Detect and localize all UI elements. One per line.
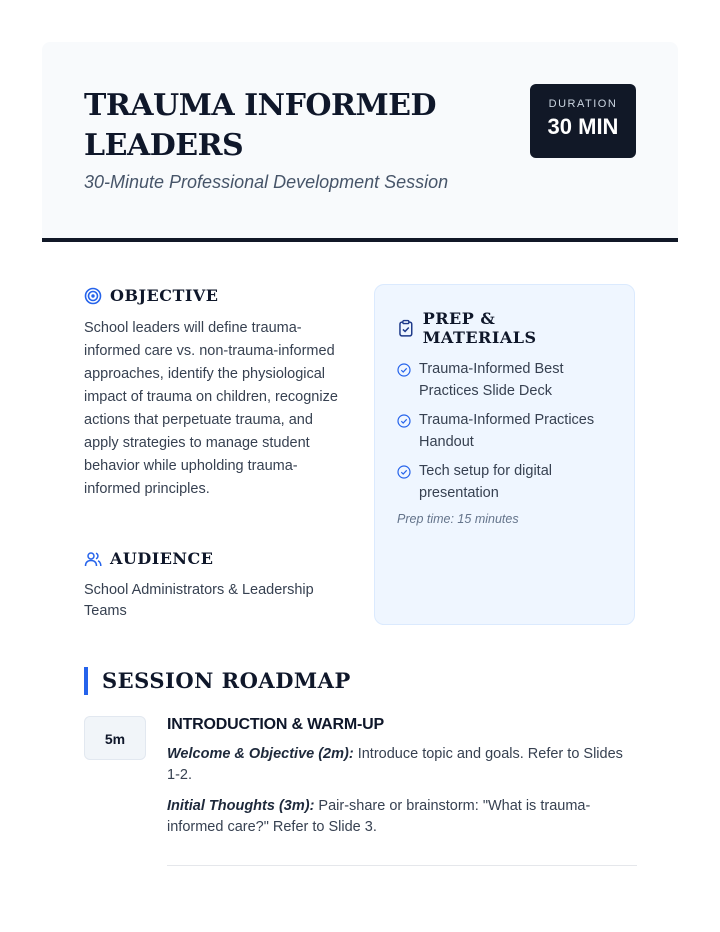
page-title: TRAUMA INFORMED LEADERS <box>84 88 437 163</box>
duration-badge <box>530 84 636 158</box>
list-item <box>397 359 612 402</box>
step-item-label: Initial Thoughts (3m): <box>167 798 315 814</box>
material-item-text: Trauma-Informed Practices Handout <box>419 412 595 450</box>
step-content <box>167 716 637 838</box>
objective-text: School leaders will define trauma-informed care vs. non-trauma-informed approaches, identify the physiological impact of trauma on children, recognize actions that perpetuate trauma, and apply strategies to manage student behavior while upholding trauma-informed principles. <box>84 320 338 497</box>
materials-list <box>397 359 612 504</box>
step-item-label: Welcome & Objective (2m): <box>167 746 354 762</box>
step-item-text: Introduce topic and goals. Refer to Slides 1-2. <box>167 746 623 783</box>
list-item <box>397 461 612 504</box>
duration-value: 30 MIN <box>547 114 619 139</box>
clipboard-check-icon <box>397 319 415 337</box>
roadmap-step <box>84 716 636 866</box>
material-item-text: Tech setup for digital presentation <box>419 463 552 501</box>
step-item <box>167 744 637 786</box>
check-circle-icon <box>397 414 411 428</box>
prep-time-note: Prep time: 15 minutes <box>397 512 519 526</box>
list-item <box>397 410 612 453</box>
prep-materials-panel <box>374 284 635 625</box>
users-icon <box>84 550 102 568</box>
audience-section <box>84 549 346 622</box>
roadmap-heading: SESSION ROADMAP <box>84 667 351 695</box>
duration-label: DURATION <box>548 98 618 110</box>
page-subtitle: 30-Minute Professional Development Session <box>84 172 449 192</box>
step-divider <box>167 865 637 866</box>
prep-heading: PREP & MATERIALS <box>422 309 537 347</box>
step-time-badge: 5m <box>84 716 146 760</box>
audience-heading: AUDIENCE <box>110 549 214 568</box>
check-circle-icon <box>397 363 411 377</box>
material-item-text: Trauma-Informed Best Practices Slide Deck <box>419 361 564 399</box>
step-item-text: Pair-share or brainstorm: "What is trauma-informed care?" Refer to Slide 3. <box>167 798 591 835</box>
step-item <box>167 796 637 838</box>
objective-section <box>84 286 346 501</box>
objective-heading: OBJECTIVE <box>110 286 219 305</box>
step-title: INTRODUCTION & WARM-UP <box>167 716 384 733</box>
header-banner <box>42 42 678 242</box>
target-icon <box>84 287 102 305</box>
check-circle-icon <box>397 465 411 479</box>
audience-text: School Administrators & Leadership Teams <box>84 582 314 619</box>
